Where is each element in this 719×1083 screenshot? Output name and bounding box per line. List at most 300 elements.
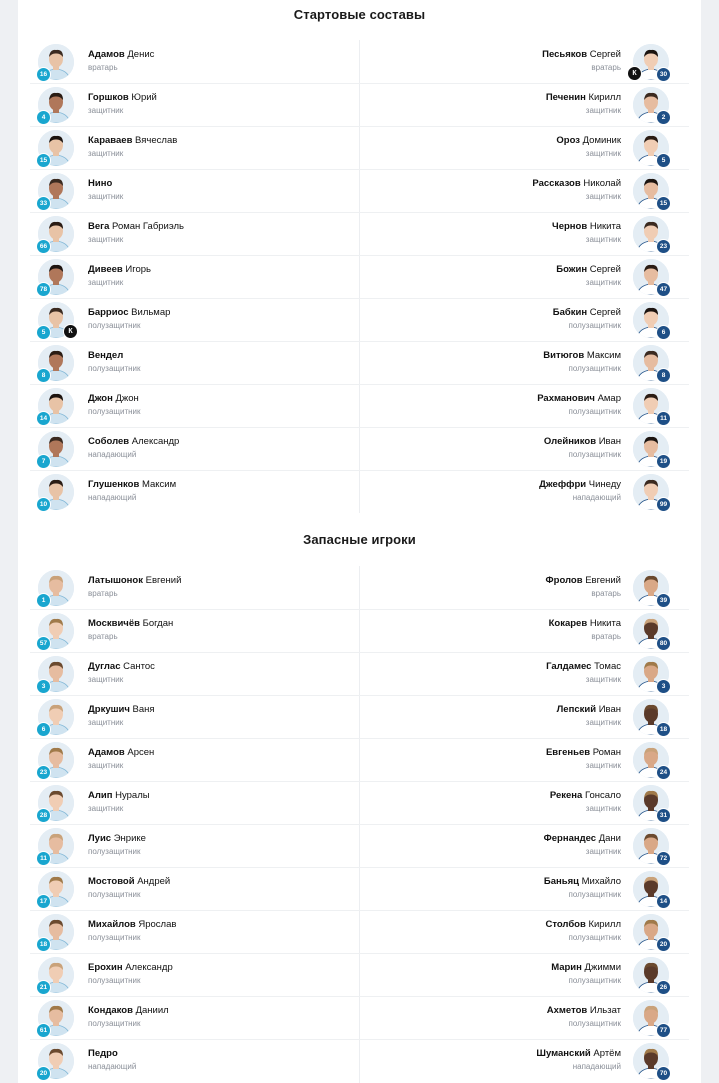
player-first-name: Иван [598,704,621,715]
shirt-number-badge: 33 [36,196,51,211]
shirt-number-badge: 18 [656,722,671,737]
player-last-name: Олейников [543,436,597,447]
player-row[interactable] [30,471,360,514]
player-last-name: Ерохин [88,962,123,973]
player-info [556,135,621,159]
player-last-name: Галдамес [546,661,592,672]
player-last-name: Столбов [545,919,586,930]
away-starting-list [359,41,689,514]
player-info [532,178,621,202]
player-info [546,575,621,599]
player-last-name: Ороз [556,135,580,146]
player-position: полузащитник [88,890,141,899]
shirt-number-badge: 20 [36,1066,51,1081]
player-last-name: Михайлов [88,919,136,930]
player-first-name: Евгений [145,575,182,586]
player-info [545,919,621,943]
player-row[interactable] [359,256,689,299]
player-position: защитник [88,675,124,684]
player-name[interactable] [88,575,181,587]
player-first-name: Артём [593,1048,621,1059]
player-row[interactable] [359,868,689,911]
shirt-number-badge: 15 [36,153,51,168]
player-first-name: Никита [589,221,621,232]
player-name[interactable] [88,919,176,931]
player-position: защитник [88,192,124,201]
player-last-name: Барриос [88,307,129,318]
player-name[interactable] [537,393,621,405]
player-info [551,962,621,986]
player-first-name: Сергей [589,307,621,318]
player-name[interactable] [88,1005,169,1017]
player-row[interactable] [359,299,689,342]
player-name[interactable] [88,790,150,802]
starting-lineups-title: Стартовые составы [293,7,426,22]
player-position: полузащитник [568,933,621,942]
player-info [546,747,621,771]
player-name[interactable] [553,307,621,319]
player-name[interactable] [88,618,173,630]
player-row[interactable] [30,299,360,342]
player-info [88,962,173,986]
shirt-number-badge: 57 [36,636,51,651]
player-name[interactable] [532,178,621,190]
player-row[interactable] [359,997,689,1040]
shirt-number-badge: 47 [656,282,671,297]
shirt-number-badge: 61 [36,1023,51,1038]
player-row[interactable] [30,782,360,825]
player-last-name: Латышонок [88,575,143,586]
player-last-name: Джон [88,393,113,404]
player-position: полузащитник [568,364,621,373]
player-last-name: Педро [88,1048,118,1059]
player-row[interactable] [359,41,689,84]
player-row[interactable] [359,825,689,868]
player-position: защитник [88,804,124,813]
player-info [88,221,184,245]
player-position: защитник [88,149,124,158]
player-info [546,661,621,685]
player-first-name: Нуралы [115,790,150,801]
player-last-name: Караваев [88,135,133,146]
player-first-name: Юрий [131,92,157,103]
player-position: защитник [585,761,621,770]
player-row[interactable] [359,127,689,170]
player-name[interactable] [88,436,179,448]
player-last-name: Мостовой [88,876,135,887]
player-first-name: Ярослав [138,919,177,930]
player-name[interactable] [546,661,621,673]
player-first-name: Чинеду [588,479,621,490]
player-info [88,919,176,943]
player-info [88,747,154,771]
player-info [88,49,154,73]
player-first-name: Кирилл [588,92,621,103]
player-position: полузащитник [88,847,141,856]
player-info [88,436,179,460]
player-last-name: Марин [551,962,582,973]
player-row[interactable] [30,653,360,696]
player-name[interactable] [551,962,621,974]
player-info [88,790,150,814]
player-last-name: Шуманский [536,1048,591,1059]
player-row[interactable] [359,84,689,127]
player-name[interactable] [545,919,621,931]
player-row[interactable] [30,567,360,610]
player-row[interactable] [30,954,360,997]
player-last-name: Бабкин [552,307,588,318]
player-position: защитник [585,675,621,684]
player-name[interactable] [88,1048,136,1060]
player-last-name: Дркушич [88,704,130,715]
player-last-name: Глушенков [88,479,140,490]
player-row[interactable] [30,868,360,911]
player-info [537,393,621,417]
player-last-name: Печенин [545,92,586,103]
player-position: защитник [585,149,621,158]
player-last-name: Рахманович [537,393,595,404]
player-info [88,575,181,599]
player-row[interactable] [30,385,360,428]
player-position: полузащитник [88,321,141,330]
player-position: вратарь [591,63,621,72]
player-row[interactable] [30,41,360,84]
player-row[interactable] [30,610,360,653]
captain-badge: К [63,324,78,339]
player-name[interactable] [88,178,123,190]
player-position: нападающий [88,450,137,459]
player-last-name: Фролов [545,575,583,586]
player-last-name: Рекена [549,790,583,801]
player-position: полузащитник [88,933,141,942]
player-first-name: Джон [115,393,139,404]
player-name[interactable] [546,575,621,587]
player-last-name: Соболев [88,436,130,447]
player-name[interactable] [88,92,157,104]
shirt-number-badge: 1 [36,593,51,608]
player-first-name: Денис [127,49,155,60]
player-position: нападающий [572,493,621,502]
player-name[interactable] [88,221,184,233]
player-position: нападающий [88,1062,137,1071]
player-position: защитник [88,761,124,770]
player-position: защитник [585,804,621,813]
player-position: полузащитник [568,1019,621,1028]
player-last-name: Вендел [88,350,124,361]
shirt-number-badge: 6 [656,325,671,340]
player-info [88,92,157,116]
player-last-name: Евгеньев [545,747,591,758]
player-position: полузащитник [568,450,621,459]
shirt-number-badge: 21 [36,980,51,995]
player-info [544,833,621,857]
player-row[interactable] [30,997,360,1040]
player-name[interactable] [557,704,621,716]
player-row[interactable] [30,739,360,782]
shirt-number-badge: 78 [36,282,51,297]
player-last-name: Чернов [552,221,588,232]
player-position: полузащитник [568,890,621,899]
shirt-number-badge: 17 [36,894,51,909]
shirt-number-badge: 14 [656,894,671,909]
player-name[interactable] [543,350,621,362]
player-first-name: Богдан [142,618,174,629]
player-last-name: Луис [88,833,112,844]
player-info [547,1005,621,1029]
player-position: защитник [585,235,621,244]
player-row[interactable] [30,1040,360,1083]
player-last-name: Рассказов [532,178,581,189]
player-name[interactable] [544,876,621,888]
shirt-number-badge: 30 [656,67,671,82]
player-name[interactable] [88,962,173,974]
shirt-number-badge: 8 [36,368,51,383]
player-name[interactable] [88,833,146,845]
player-name[interactable] [88,661,155,673]
shirt-number-badge: 6 [36,722,51,737]
player-row[interactable] [359,170,689,213]
player-position: полузащитник [568,407,621,416]
home-substitutes-list [30,567,360,1083]
player-first-name: Ваня [132,704,155,715]
player-first-name: Вильмар [131,307,171,318]
player-name[interactable] [556,135,621,147]
shirt-number-badge: 19 [656,454,671,469]
player-position: защитник [585,278,621,287]
player-first-name: Евгений [585,575,621,586]
player-first-name: Максим [586,350,621,361]
player-info [88,704,155,728]
captain-badge: К [627,66,642,81]
player-row[interactable] [30,256,360,299]
player-info [88,264,151,288]
shirt-number-badge: 70 [656,1066,671,1081]
player-first-name: Дани [598,833,621,844]
player-position: вратарь [88,632,118,641]
player-info [556,264,621,288]
player-last-name: Дивеев [88,264,123,275]
player-first-name: Максим [141,479,177,490]
player-row[interactable] [359,610,689,653]
home-starting-list [30,41,360,514]
player-last-name: Дуглас [88,661,121,672]
player-info [88,307,170,331]
player-name[interactable] [552,221,621,233]
player-last-name: Нино [88,178,113,189]
player-name[interactable] [547,1005,621,1017]
player-row[interactable] [359,782,689,825]
player-name[interactable] [88,876,170,888]
player-last-name: Москвичёв [88,618,140,629]
player-first-name: Ильзат [589,1005,621,1016]
player-position: вратарь [88,589,118,598]
player-row[interactable] [359,385,689,428]
player-last-name: Божин [556,264,588,275]
player-row[interactable] [30,170,360,213]
shirt-number-badge: 24 [656,765,671,780]
player-info [552,221,621,245]
player-first-name: Иван [598,436,621,447]
player-info [543,350,621,374]
player-info [88,479,176,503]
player-first-name: Кирилл [588,919,621,930]
away-substitutes-list [359,567,689,1083]
shirt-number-badge: 5 [656,153,671,168]
player-name[interactable] [549,618,621,630]
player-row[interactable] [359,911,689,954]
player-row[interactable] [359,471,689,514]
player-position: нападающий [572,1062,621,1071]
shirt-number-badge: 18 [36,937,51,952]
shirt-number-badge: 11 [36,851,51,866]
player-position: защитник [585,847,621,856]
player-first-name: Арсен [127,747,155,758]
player-position: защитник [585,718,621,727]
player-last-name: Алип [88,790,113,801]
player-last-name: Ахметов [546,1005,588,1016]
player-position: полузащитник [568,321,621,330]
player-first-name: Доминик [582,135,621,146]
player-row[interactable] [30,342,360,385]
shirt-number-badge: 3 [656,679,671,694]
player-last-name: Витюгов [543,350,585,361]
substitutes-title: Запасные игроки [303,532,416,547]
player-first-name: Джимми [584,962,621,973]
player-info [546,92,621,116]
shirt-number-badge: 5 [36,325,51,340]
player-row[interactable] [359,428,689,471]
player-position: полузащитник [88,1019,141,1028]
shirt-number-badge: 10 [36,497,51,512]
player-position: защитник [88,106,124,115]
player-first-name: Роман [592,747,621,758]
player-info [536,1048,621,1072]
player-last-name: Песьяков [542,49,588,60]
player-name[interactable] [556,264,621,276]
player-name[interactable] [544,833,621,845]
shirt-number-badge: 4 [36,110,51,125]
player-row[interactable] [30,127,360,170]
player-position: полузащитник [88,407,141,416]
player-info [88,661,155,685]
player-last-name: Вега [88,221,110,232]
player-row[interactable] [359,954,689,997]
player-first-name: Михайло [581,876,621,887]
shirt-number-badge: 11 [656,411,671,426]
player-row[interactable] [30,84,360,127]
player-name[interactable] [88,747,154,759]
player-name[interactable] [536,1048,621,1060]
player-first-name: Вячеслав [135,135,178,146]
shirt-number-badge: 39 [656,593,671,608]
player-name[interactable] [546,747,621,759]
player-row[interactable] [30,428,360,471]
shirt-number-badge: 77 [656,1023,671,1038]
player-name[interactable] [88,393,141,405]
player-name[interactable] [542,49,621,61]
player-last-name: Адамов [88,747,125,758]
player-info [88,1005,169,1029]
player-info [88,135,177,159]
player-name[interactable] [88,264,151,276]
player-first-name: Александр [131,436,180,447]
player-position: вратарь [591,589,621,598]
shirt-number-badge: 23 [656,239,671,254]
player-first-name: Томас [594,661,621,672]
player-row[interactable] [359,739,689,782]
player-row[interactable] [359,1040,689,1083]
player-row[interactable] [359,213,689,256]
player-name[interactable] [539,479,621,491]
player-name[interactable] [88,49,154,61]
shirt-number-badge: 23 [36,765,51,780]
player-info [542,49,621,73]
player-position: полузащитник [568,976,621,985]
shirt-number-badge: 2 [656,110,671,125]
player-row[interactable] [359,696,689,739]
player-row[interactable] [30,825,360,868]
shirt-number-badge: 3 [36,679,51,694]
player-last-name: Кондаков [88,1005,133,1016]
player-first-name: Сергей [589,49,621,60]
player-info [557,704,621,728]
player-position: вратарь [591,632,621,641]
player-position: полузащитник [88,976,141,985]
player-position: защитник [88,278,124,287]
player-info [88,833,146,857]
player-first-name: Андрей [137,876,171,887]
player-name[interactable] [88,135,177,147]
player-name[interactable] [550,790,621,802]
shirt-number-badge: 15 [656,196,671,211]
player-name[interactable] [88,479,176,491]
player-first-name: Энрике [113,833,146,844]
player-name[interactable] [544,436,621,448]
player-position: полузащитник [88,364,141,373]
player-info [544,436,621,460]
player-last-name: Баньяц [543,876,579,887]
player-row[interactable] [359,653,689,696]
player-position: защитник [585,192,621,201]
player-row[interactable] [359,567,689,610]
player-row[interactable] [30,911,360,954]
player-row[interactable] [359,342,689,385]
shirt-number-badge: 7 [36,454,51,469]
shirt-number-badge: 28 [36,808,51,823]
shirt-number-badge: 14 [36,411,51,426]
player-first-name: Даниил [135,1005,169,1016]
player-last-name: Лепский [556,704,597,715]
player-last-name: Горшков [88,92,129,103]
player-last-name: Фернандес [543,833,597,844]
player-first-name: Сантос [123,661,155,672]
shirt-number-badge: 80 [656,636,671,651]
player-name[interactable] [88,350,141,362]
shirt-number-badge: 16 [36,67,51,82]
player-name[interactable] [88,307,170,319]
player-name[interactable] [88,704,155,716]
player-row[interactable] [30,696,360,739]
player-first-name: Игорь [125,264,151,275]
player-row[interactable] [30,213,360,256]
shirt-number-badge: 72 [656,851,671,866]
player-info [88,178,123,202]
player-position: нападающий [88,493,137,502]
player-first-name: Сергей [589,264,621,275]
shirt-number-badge: 8 [656,368,671,383]
player-info [88,350,141,374]
player-name[interactable] [546,92,621,104]
